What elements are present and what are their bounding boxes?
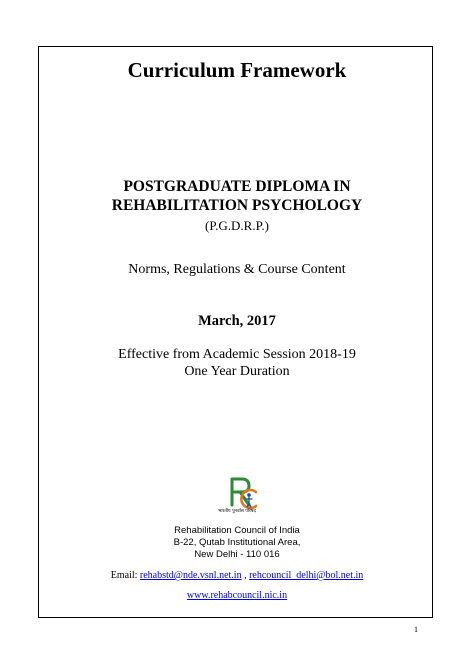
address-line-1: Rehabilitation Council of India xyxy=(174,525,300,536)
effective-session: Effective from Academic Session 2018-19 xyxy=(118,347,356,362)
email-separator: , xyxy=(241,570,250,581)
email-link-1[interactable]: rehabstd@nde.vsnl.net.in xyxy=(139,570,242,581)
email-link-2[interactable]: rehcouncil_delhi@bol.net.in xyxy=(249,570,364,581)
program-abbreviation: (P.G.D.R.P.) xyxy=(205,218,269,233)
page-number: 1 xyxy=(414,625,418,634)
course-duration: One Year Duration xyxy=(184,364,290,379)
email-line xyxy=(0,570,474,581)
program-name-line-2: REHABILITATION PSYCHOLOGY xyxy=(111,197,363,214)
address-line-3: New Delhi - 110 016 xyxy=(194,549,280,560)
document-subtitle: Norms, Regulations & Course Content xyxy=(128,262,346,277)
logo-hindi-text: भारतीय पुनर्वास परिषद xyxy=(218,509,256,514)
website-line xyxy=(0,590,474,601)
program-name-line-1: POSTGRADUATE DIPLOMA IN xyxy=(123,178,351,195)
website-link[interactable]: www.rehabcouncil.nic.in xyxy=(186,590,288,601)
document-title: Curriculum Framework xyxy=(127,58,347,82)
email-label: Email: xyxy=(110,570,140,581)
publication-date: March, 2017 xyxy=(198,313,276,329)
address-line-2: B-22, Qutab Institutional Area, xyxy=(173,537,301,548)
